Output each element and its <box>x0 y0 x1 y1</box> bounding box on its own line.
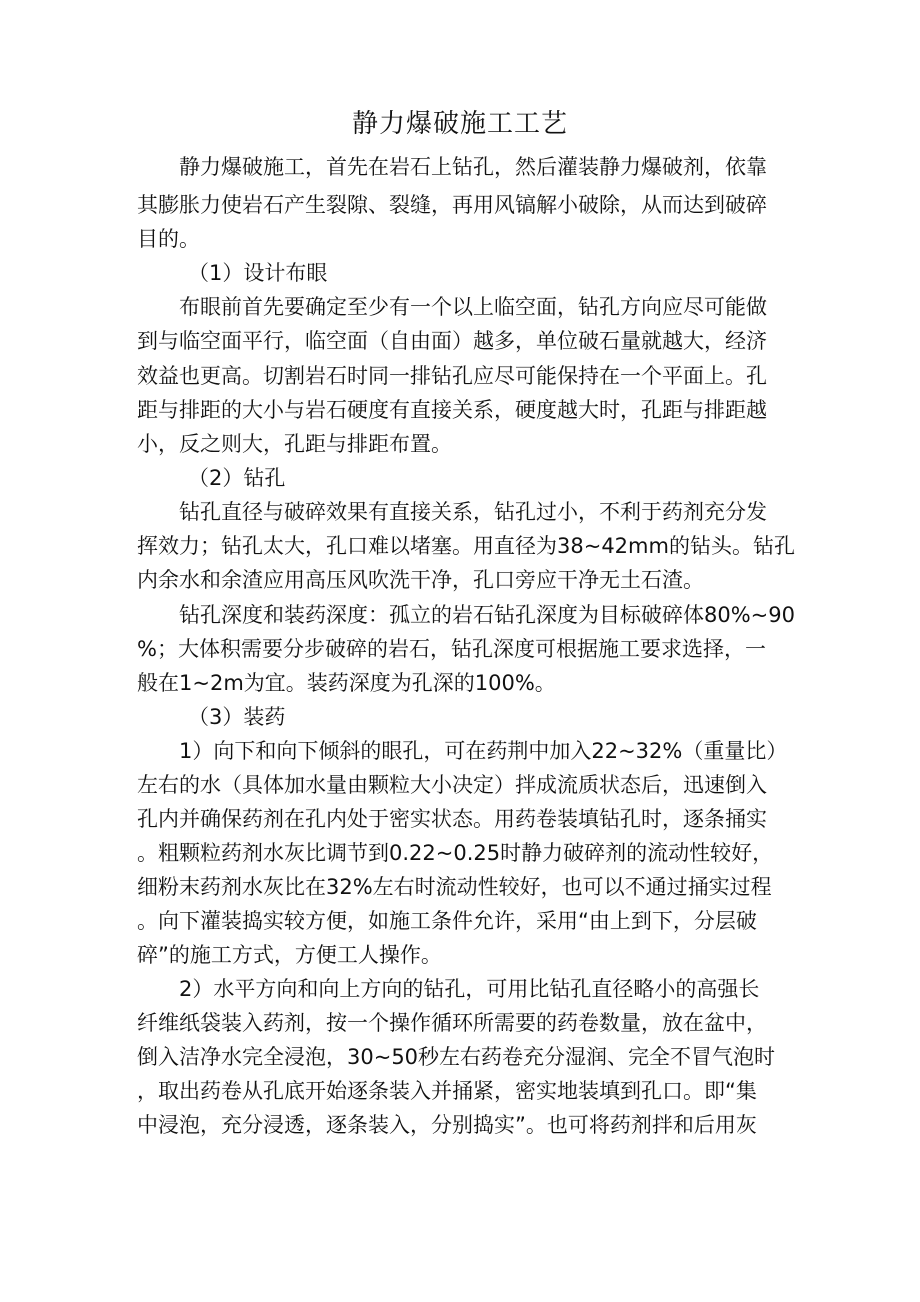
text-line: 。粗颗粒药剂水灰比调节到0.22~0.25时静力破碎剂的流动性较好， <box>137 841 774 865</box>
text-line: 倒入洁净水完全浸泡，30~50秒左右药卷充分湿润、完全不冒气泡时 <box>137 1045 776 1069</box>
text-line: 。向下灌装捣实较方便，如施工条件允许，采用“由上到下，分层破 <box>137 909 757 933</box>
text-line: 内余水和余渣应用高压风吹洗干净，孔口旁应干净无土石渣。 <box>137 568 704 592</box>
text-line: 钻孔直径与破碎效果有直接关系，钻孔过小，不利于药剂充分发 <box>179 500 767 524</box>
text-line: 其膨胀力使岩石产生裂隙、裂缝，再用风镐解小破除，从而达到破碎 <box>137 193 767 217</box>
text-line: 孔内并确保药剂在孔内处于密实状态。用药卷装填钻孔时，逐条捅实 <box>137 807 767 831</box>
text-line: 2）水平方向和向上方向的钻孔，可用比钻孔直径略小的高强长 <box>179 977 760 1001</box>
text-line: 布眼前首先要确定至少有一个以上临空面，钻孔方向应尽可能做 <box>179 295 767 319</box>
text-line: 1）向下和向下倾斜的眼孔，可在药荆中加入22~32%（重量比） <box>179 739 788 763</box>
section-heading-charging: （3）装药 <box>188 705 286 729</box>
text-line: 钻孔深度和装药深度：孤立的岩石钻孔深度为目标破碎体80%~90 <box>179 603 795 627</box>
text-line: 静力爆破施工，首先在岩石上钻孔，然后灌装静力爆破剂，依靠 <box>179 155 767 179</box>
text-line: %；大体积需要分步破碎的岩石，钻孔深度可根据施工要求选择，一 <box>137 637 766 661</box>
text-line: 纤维纸袋装入药剂，按一个操作循环所需要的药卷数量，放在盆中， <box>137 1011 767 1035</box>
text-line: 距与排距的大小与岩石硬度有直接关系，硬度越大时，孔距与排距越 <box>137 398 767 422</box>
document-title: 静力爆破施工工艺 <box>351 109 568 139</box>
text-line: ，取出药卷从孔底开始逐条装入并捅紧，密实地装填到孔口。即“集 <box>137 1079 757 1103</box>
text-line: 般在1~2m为宜。装药深度为孔深的100%。 <box>137 671 556 695</box>
text-line: 细粉末药剂水灰比在32%左右时流动性较好，也可以不通过捅实过程 <box>137 875 772 899</box>
text-line: 目的。 <box>137 227 200 251</box>
text-line: 碎”的施工方式，方便工人操作。 <box>137 943 442 967</box>
text-line: 效益也更高。切割岩石时同一排钻孔应尽可能保持在一个平面上。孔 <box>137 364 767 388</box>
text-line: 小，反之则大，孔距与排距布置。 <box>137 432 452 456</box>
text-line: 到与临空面平行，临空面（自由面）越多，单位破石量就越大，经济 <box>137 329 767 353</box>
section-heading-design: （1）设计布眼 <box>188 261 328 285</box>
text-line: 中浸泡，充分浸透，逐条装入，分别捣实”。也可将药剂拌和后用灰 <box>137 1113 757 1137</box>
text-line: 左右的水（具体加水量由颗粒大小决定）拌成流质状态后，迅速倒入 <box>137 773 767 797</box>
section-heading-drilling: （2）钻孔 <box>188 466 286 490</box>
text-line: 挥效力；钻孔太大，孔口难以堵塞。用直径为38~42mm的钻头。钻孔 <box>137 534 795 558</box>
